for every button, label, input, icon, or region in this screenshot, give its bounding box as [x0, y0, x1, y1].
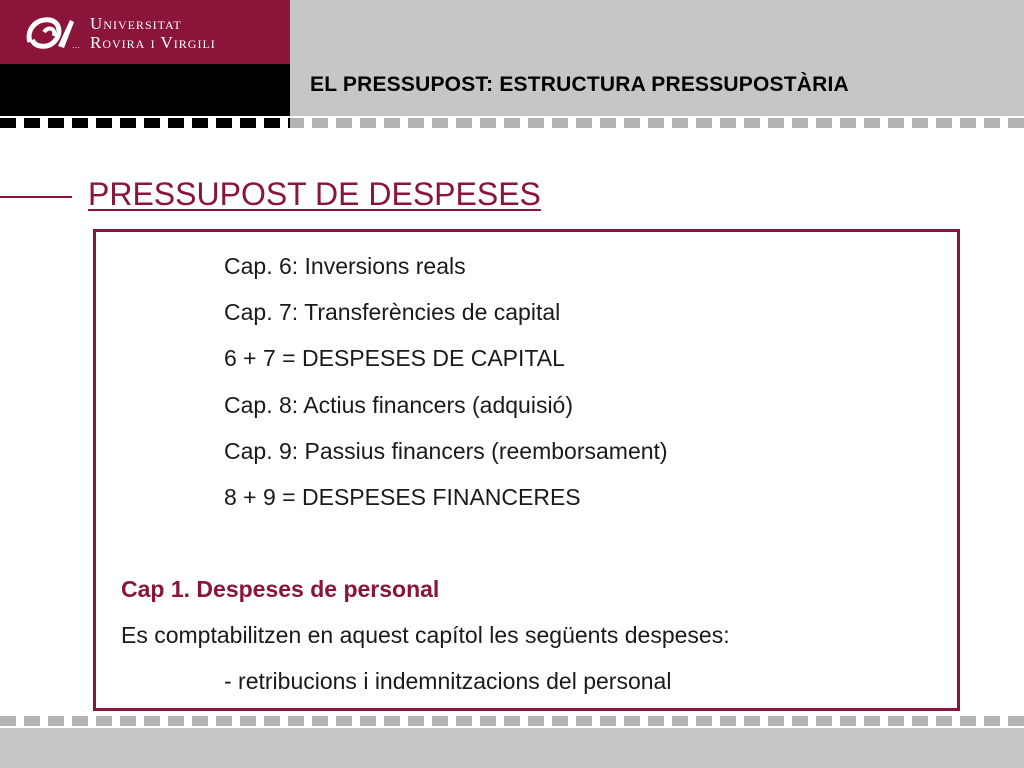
content-line-cap9: Cap. 9: Passius financers (reemborsament) [224, 438, 668, 464]
header-black-band [0, 64, 290, 116]
content-subheading: Cap 1. Despeses de personal [121, 576, 440, 602]
university-logo-block [0, 0, 290, 64]
footer-bar [0, 728, 1024, 768]
header-background [290, 0, 1024, 116]
svg-text:···: ··· [72, 43, 80, 52]
section-title: PRESSUPOST DE DESPESES [88, 176, 541, 212]
section-accent-line [0, 196, 72, 198]
university-name-line2: Rovira i Virgili [90, 33, 216, 52]
bottom-dash-divider [0, 716, 1024, 726]
content-bullet: - retribucions i indemnitzacions del personal [224, 668, 672, 694]
content-line-cap6: Cap. 6: Inversions reals [224, 253, 466, 279]
content-line-capital-total: 6 + 7 = DESPESES DE CAPITAL [224, 345, 565, 371]
content-line-financial-total: 8 + 9 = DESPESES FINANCERES [224, 484, 581, 510]
content-line-cap7: Cap. 7: Transferències de capital [224, 299, 561, 325]
content-line-cap8: Cap. 8: Actius financers (adquisió) [224, 392, 574, 418]
urv-logo-icon [24, 12, 84, 54]
university-name-line1: Universitat [90, 14, 182, 33]
content-description: Es comptabilitzen en aquest capítol les següents despeses: [121, 622, 730, 648]
top-dash-divider-dark [0, 118, 290, 128]
page-header-title: EL PRESSUPOST: ESTRUCTURA PRESSUPOSTÀRIA [310, 73, 849, 96]
university-name [90, 14, 216, 52]
